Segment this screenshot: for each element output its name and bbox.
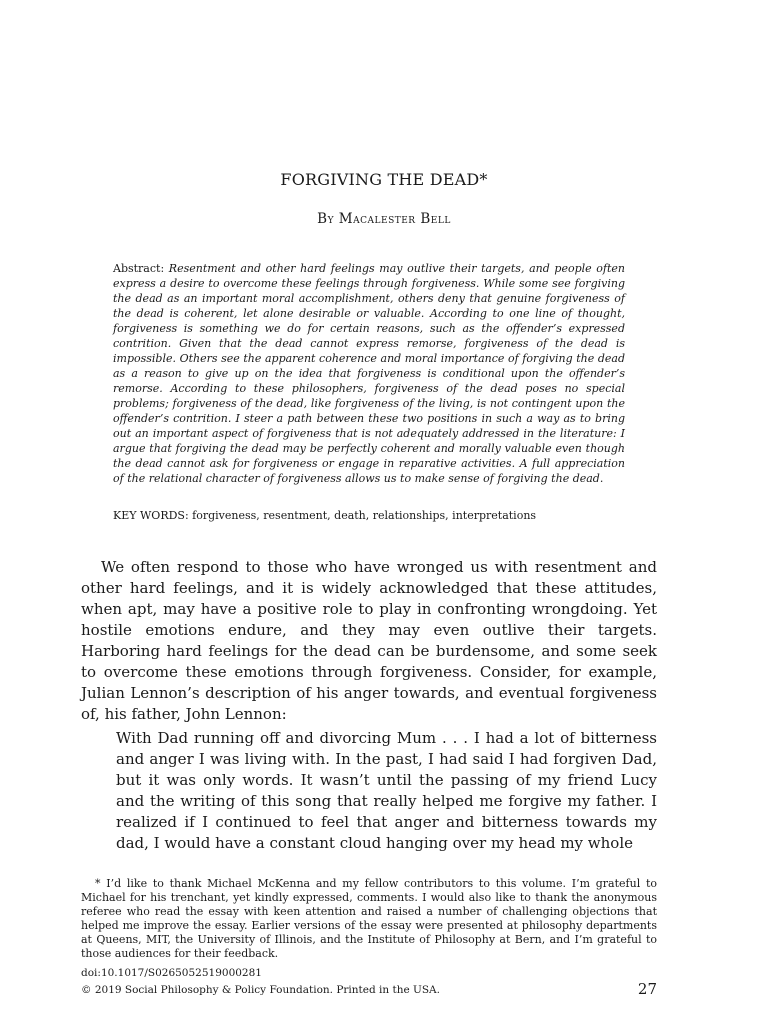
page-number: 27 (637, 980, 657, 998)
keywords: KEY WORDS: forgiveness, resentment, death, relationships, interpretations (113, 509, 537, 522)
abstract-text: Resentment and other hard feelings may outlive their targets, and people often express a desire to overcome these feelings through forgiveness. While some see forgiving the dead as an important moral accomplishment, others deny that genuine forgiveness of the dead is coherent, let alone desirable or valuable. According to one line of thought, forgiveness is something we do for certain reasons, such as the offender’s expressed contrition. Given that the dead cannot express remorse, forgiveness of the dead is impossible. Others see the apparent coherence and moral importance of forgiving the dead as a reason to give up on the idea that forgiveness is conditional upon the offender’s remorse. According to these philosophers, forgiveness of the dead poses no special problems; forgiveness of the dead, like forgiveness of the living, is not contingent upon the offender’s contrition. I steer a path between these two positions in such a way as to bring out an important aspect of forgiveness that is not adequately addressed in the literature: I argue that forgiving the dead may be perfectly coherent and morally valuable even though the dead cannot ask for forgiveness or engage in reparative activities. A full appreciation of the relational character of forgiveness allows us to make sense of forgiving the dead. (113, 262, 625, 485)
abstract (113, 261, 625, 486)
body-paragraph: We often respond to those who have wronged us with resentment and other hard feelings, and it is widely acknowledged that these attitudes, when apt, may have a positive role to play in confronting wrongdoing. Yet hostile emotions endure, and they may even outlive their targets. Harboring hard feelings for the dead can be burdensome, and some seek to overcome these emotions through forgiveness. Consider, for example, Julian Lennon’s description of his anger towards, and eventual forgiveness of, his father, John Lennon: (81, 558, 657, 723)
doi: doi:10.1017/S0265052519000281 (81, 967, 262, 979)
block-quote: With Dad running off and divorcing Mum . . . I had a lot of bitterness and anger I was living with. In the past, I had said I had forgiven Dad, but it was only words. It wasn’t until the passing of my friend Lucy and the writing of this song that really helped me forgive my father. I realized if I continued to feel that anger and bitterness towards my dad, I would have a constant cloud hanging over my head my whole (116, 729, 657, 852)
copyright-line: © 2019 Social Philosophy & Policy Foundation. Printed in the USA. (81, 984, 440, 996)
article-byline (0, 211, 768, 227)
article-title: FORGIVING THE DEAD* (280, 170, 488, 189)
author-name: By Macalester Bell (317, 211, 451, 227)
footnote: * I’d like to thank Michael McKenna and my fellow contributors to this volume. I’m grateful to Michael for his trenchant, yet kindly expressed, comments. I would also like to thank the anonymous referee who read the essay with keen attention and raised a number of challenging objections that helped me improve the essay. Earlier versions of the essay were presented at philosophy departments at Queens, MIT, the University of Illinois, and the Institute of Philosophy at Bern, and I’m grateful to those audiences for their feedback. (81, 877, 657, 960)
abstract-label: Abstract: (113, 262, 165, 275)
